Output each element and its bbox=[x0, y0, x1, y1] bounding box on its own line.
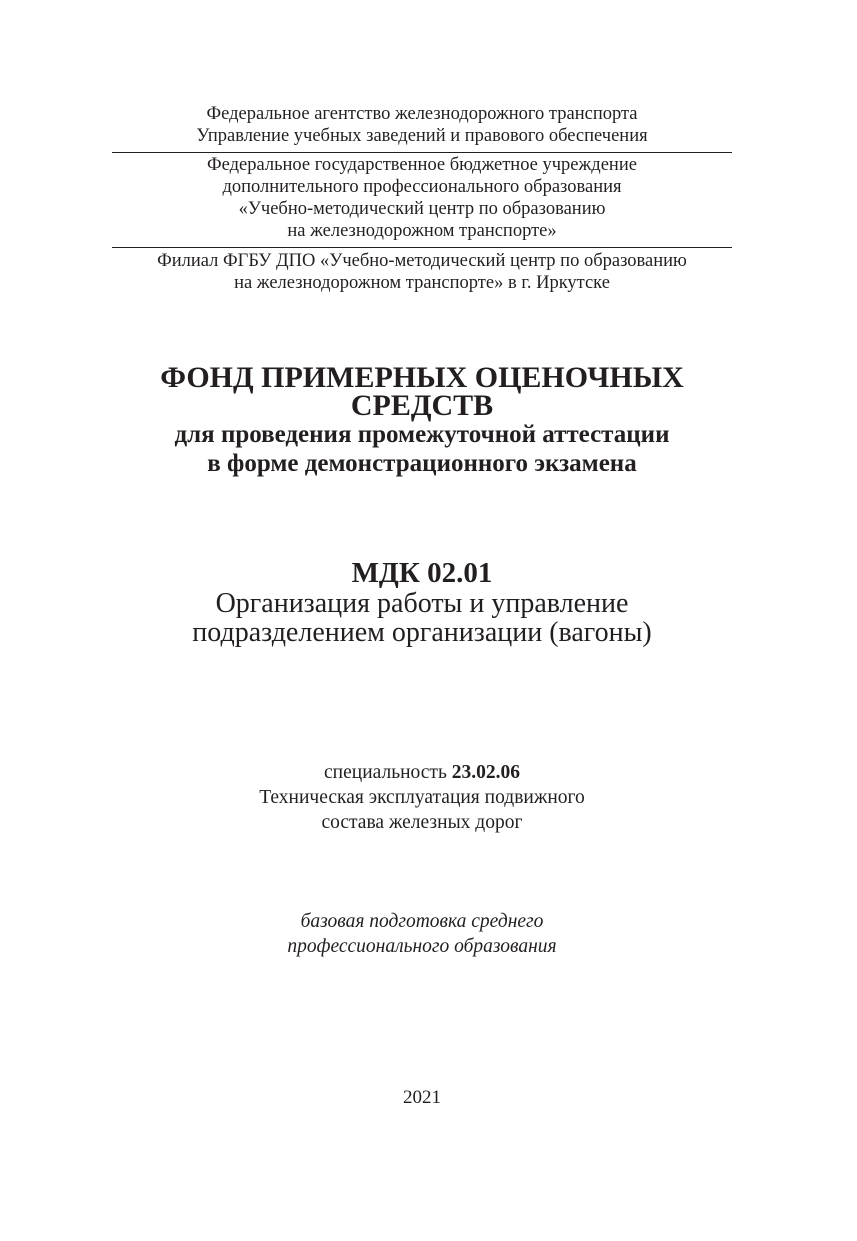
publication-year bbox=[112, 1087, 732, 1109]
agency-line: Федеральное агентство железнодорожного транспорта bbox=[206, 104, 638, 124]
agency-block bbox=[112, 103, 732, 147]
specialty-code: 23.02.06 bbox=[451, 762, 520, 783]
agency-line: Управление учебных заведений и правового обеспечения bbox=[196, 126, 648, 146]
institution-line: Федеральное государственное бюджетное учреждение bbox=[207, 155, 637, 175]
title-main-line: СРЕДСТВ bbox=[350, 389, 494, 422]
institution-block bbox=[112, 154, 732, 242]
specialty-line bbox=[112, 760, 732, 785]
course-code: МДК 02.01 bbox=[351, 557, 493, 589]
institution-line: на железнодорожном транспорте» bbox=[287, 221, 557, 241]
specialty-name-line: состава железных дорог bbox=[321, 812, 523, 833]
education-level-block bbox=[112, 909, 732, 959]
document-title bbox=[92, 361, 752, 478]
year-text: 2021 bbox=[403, 1087, 441, 1108]
title-sub-line: в форме демонстрационного экзамена bbox=[207, 450, 637, 477]
title-main-line: ФОНД ПРИМЕРНЫХ ОЦЕНОЧНЫХ bbox=[160, 361, 684, 394]
institution-line: дополнительного профессионального образования bbox=[222, 177, 622, 197]
divider bbox=[112, 247, 732, 248]
title-sub-line: для проведения промежуточной аттестации bbox=[174, 421, 670, 448]
education-level-line: базовая подготовка среднего bbox=[300, 911, 544, 932]
institution-line: «Учебно-методический центр по образованию bbox=[238, 199, 606, 219]
branch-line: Филиал ФГБУ ДПО «Учебно-методический центр по образованию bbox=[157, 251, 687, 271]
branch-block bbox=[112, 250, 732, 294]
branch-line: на железнодорожном транспорте» в г. Иркутске bbox=[234, 273, 610, 293]
course-name-line: подразделением организации (вагоны) bbox=[192, 617, 652, 648]
specialty-name-line: Техническая эксплуатация подвижного bbox=[259, 787, 585, 808]
course-block bbox=[92, 557, 752, 647]
specialty-block bbox=[112, 760, 732, 835]
course-name-line: Организация работы и управление bbox=[215, 588, 629, 619]
divider bbox=[112, 152, 732, 153]
education-level-line: профессионального образования bbox=[287, 936, 557, 957]
specialty-label: специальность bbox=[324, 762, 452, 783]
